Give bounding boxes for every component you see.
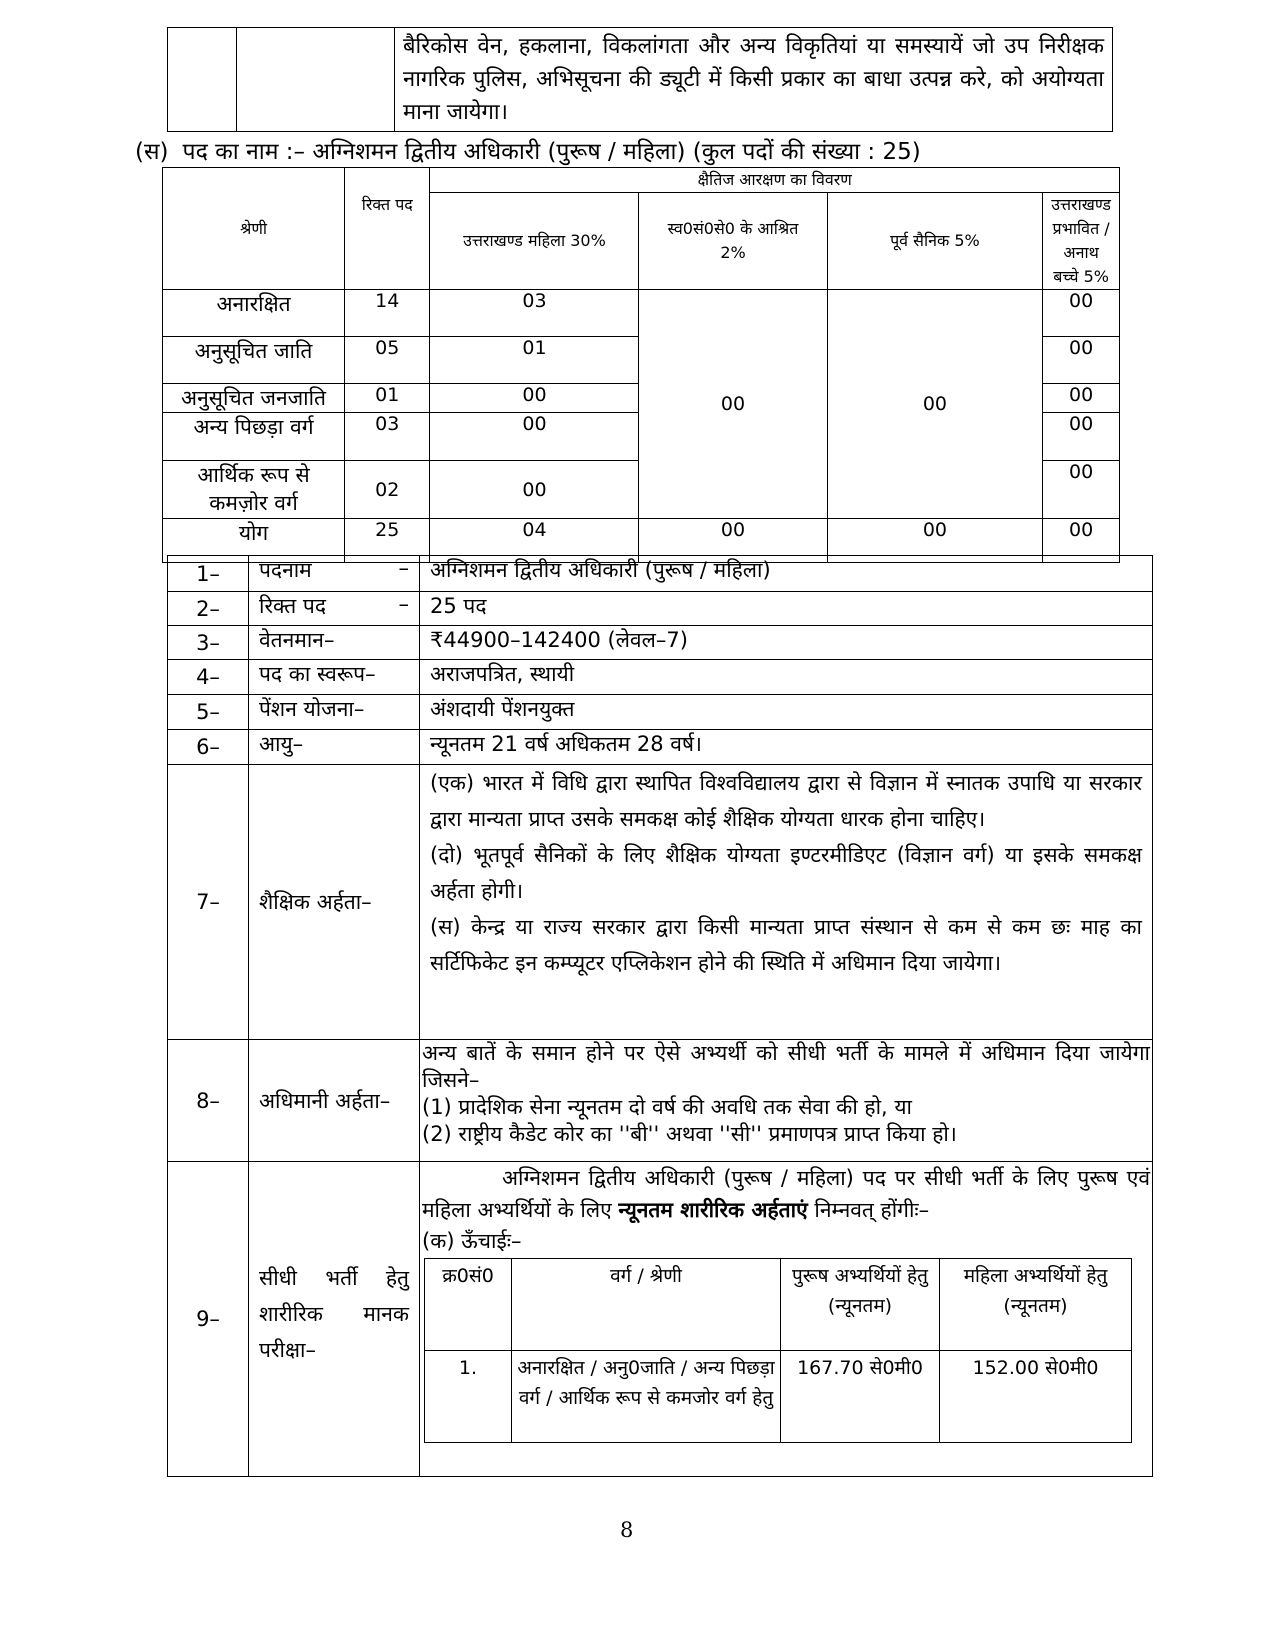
row-category: अनुसूचित जनजाति [163,384,345,413]
detail-row [168,730,1153,765]
row-sno: 1. [425,1351,512,1443]
detail-label-text: पदनाम [259,558,312,582]
physical-intro-end: निम्नवत् होंगीः– [814,1198,930,1222]
detail-number: 7– [168,765,249,1040]
physical-intro-bold: न्यूनतम शारीरिक अर्हताएं [618,1198,808,1222]
section-heading [135,134,921,166]
header-vacancy: रिक्त पद [345,168,430,290]
detail-value: ₹44900–142400 (लेवल–7) [420,626,1153,660]
row-vacancy: 01 [345,384,430,413]
header-female: महिला अभ्यर्थियों हेतु (न्यूनतम) [940,1259,1132,1351]
height-label: (क) ऊँचाईः– [422,1229,522,1253]
total-ex-soldier: 00 [827,519,1043,563]
row-female-height: 152.00 से0मी0 [940,1351,1132,1443]
row-category: अनारक्षित / अनु0जाति / अन्य पिछड़ा वर्ग / आर्थिक रूप से कमजोर वर्ग हेतु [512,1351,781,1443]
preference-item-1: (1) प्रादेशिक सेना न्यूनतम दो वर्ष की अवधि तक सेवा की हो, या [422,1095,912,1119]
detail-number: 8– [168,1040,249,1162]
header-male: पुरूष अभ्यर्थियों हेतु (न्यूनतम) [781,1259,940,1351]
preference-intro: अन्य बातें के समान होने पर ऐसे अभ्यर्थी को सीधी भर्ती के मामले में अधिमान दिया जायेगा जिसने– [422,1041,1150,1092]
row-women: 00 [430,461,639,519]
row-male-height: 167.70 से0मी0 [781,1351,940,1443]
row-women: 00 [430,384,639,413]
physical-intro-text: अग्निशमन द्वितीय अधिकारी (पुरूष / महिला) पद पर सीधी भर्ती के लिए पुरूष एवं महिला अभ्यर्थियों के लिए [422,1166,1150,1222]
detail-value: अंशदायी पेंशनयुक्त [420,695,1153,730]
preference-value [420,1040,1153,1162]
row-vacancy: 14 [345,290,430,337]
total-vacancy: 25 [345,519,430,563]
header-sno: क्र0सं0 [425,1259,512,1351]
preference-item-2: (2) राष्ट्रीय कैडेट कोर का ''बी'' अथवा ''सी'' प्रमाणपत्र प्राप्त किया हो। [422,1122,957,1146]
physical-intro [422,1162,1150,1226]
row-affected: 00 [1043,337,1120,384]
education-value [420,765,1153,1040]
detail-label [249,592,420,626]
row-vacancy: 03 [345,413,430,461]
detail-label: आयु– [249,730,420,765]
detail-row [168,695,1153,730]
detail-number: 9– [168,1162,249,1477]
row-affected: 00 [1043,290,1120,337]
detail-dash: – [398,592,409,616]
detail-value: अराजपत्रित, स्थायी [420,660,1153,695]
detail-label: अधिमानी अर्हता– [249,1040,420,1162]
header-affected: उत्तराखण्ड प्रभावित / अनाथ बच्चे 5% [1043,193,1120,290]
row-category: अनुसूचित जाति [163,337,345,384]
post-details-table [167,555,1153,1477]
header-horizontal-reservation: क्षैतिज आरक्षण का विवरण [430,168,1120,193]
header-ex-soldier: पूर्व सैनिक 5% [827,193,1043,290]
merged-ex-soldier: 00 [827,290,1043,519]
total-freedom-fighter: 00 [639,519,827,563]
detail-label: शैक्षिक अर्हता– [249,765,420,1040]
detail-row [168,592,1153,626]
detail-row [168,660,1153,695]
education-point-3: (स) केन्द्र या राज्य सरकार द्वारा किसी मान्यता प्राप्त संस्थान से कम से कम छः माह का सर्टिफिकेट इन कम्प्यूटर एप्लिकेशन होने की स्थिति में अधिमान दिया जायेगा। [430,915,1142,975]
row-vacancy: 02 [345,461,430,519]
height-table [424,1258,1132,1443]
row-affected: 00 [1043,461,1120,519]
physical-value [420,1162,1153,1477]
preference-row [168,1040,1153,1162]
detail-value: अग्निशमन द्वितीय अधिकारी (पुरूष / महिला) [420,556,1153,592]
detail-number: 3– [168,626,249,660]
header-women: उत्तराखण्ड महिला 30% [430,193,639,290]
detail-label [249,556,420,592]
detail-number: 5– [168,695,249,730]
merged-freedom-fighter: 00 [639,290,827,519]
detail-value: 25 पद [420,592,1153,626]
detail-dash: – [398,556,409,580]
detail-label-text: रिक्त पद [259,594,327,618]
continuation-table [167,27,1113,132]
section-label: (स) [135,139,169,165]
physical-row [168,1162,1153,1477]
empty-cell [237,28,395,132]
education-row [168,765,1153,1040]
row-women: 01 [430,337,639,384]
detail-label: पद का स्वरूप– [249,660,420,695]
reservation-table [162,167,1120,563]
disqualification-note: बैरिकोस वेन, हकलाना, विकलांगता और अन्य विकृतियां या समस्यायें जो उप निरीक्षक नागरिक पुलिस, अभिसूचना की ड्यूटी में किसी प्रकार का बाधा उत्पन्न करे, को अयोग्यता माना जायेगा। [395,28,1113,132]
total-women: 04 [430,519,639,563]
row-category: अनारक्षित [163,290,345,337]
detail-number: 4– [168,660,249,695]
detail-number: 1– [168,556,249,592]
detail-number: 6– [168,730,249,765]
row-category: अन्य पिछड़ा वर्ग [163,413,345,461]
header-category: वर्ग / श्रेणी [512,1259,781,1351]
detail-label: सीधी भर्ती हेतु शारीरिक मानक परीक्षा– [249,1162,420,1477]
total-affected: 00 [1043,519,1120,563]
row-women: 03 [430,290,639,337]
row-vacancy: 05 [345,337,430,384]
detail-row [168,556,1153,592]
detail-value: न्यूनतम 21 वर्ष अधिकतम 28 वर्ष। [420,730,1153,765]
row-category: आर्थिक रूप से कमज़ोर वर्ग [163,461,345,519]
total-label: योग [163,519,345,563]
header-category: श्रेणी [163,168,345,290]
education-point-1: (एक) भारत में विधि द्वारा स्थापित विश्वविद्यालय द्वारा से विज्ञान में स्नातक उपाधि या सरकार द्वारा मान्यता प्राप्त उसके समकक्ष कोई शैक्षिक योग्यता धारक होना चाहिए। [430,771,1142,831]
detail-number: 2– [168,592,249,626]
empty-cell [168,28,237,132]
row-women: 00 [430,413,639,461]
row-affected: 00 [1043,413,1120,461]
row-affected: 00 [1043,384,1120,413]
section-title: पद का नाम :– अग्निशमन द्वितीय अधिकारी (पुरूष / महिला) (कुल पदों की संख्या : 25) [182,139,921,165]
detail-label: वेतनमान– [249,626,420,660]
page-number: 8 [620,1518,634,1542]
header-freedom-fighter: स्व0सं0से0 के आश्रित 2% [639,193,827,290]
detail-label: पेंशन योजना– [249,695,420,730]
detail-row [168,626,1153,660]
education-point-2: (दो) भूतपूर्व सैनिकों के लिए शैक्षिक योग्यता इण्टरमीडिएट (विज्ञान वर्ग) या इसके समकक्ष अर्हता होगी। [430,843,1142,903]
